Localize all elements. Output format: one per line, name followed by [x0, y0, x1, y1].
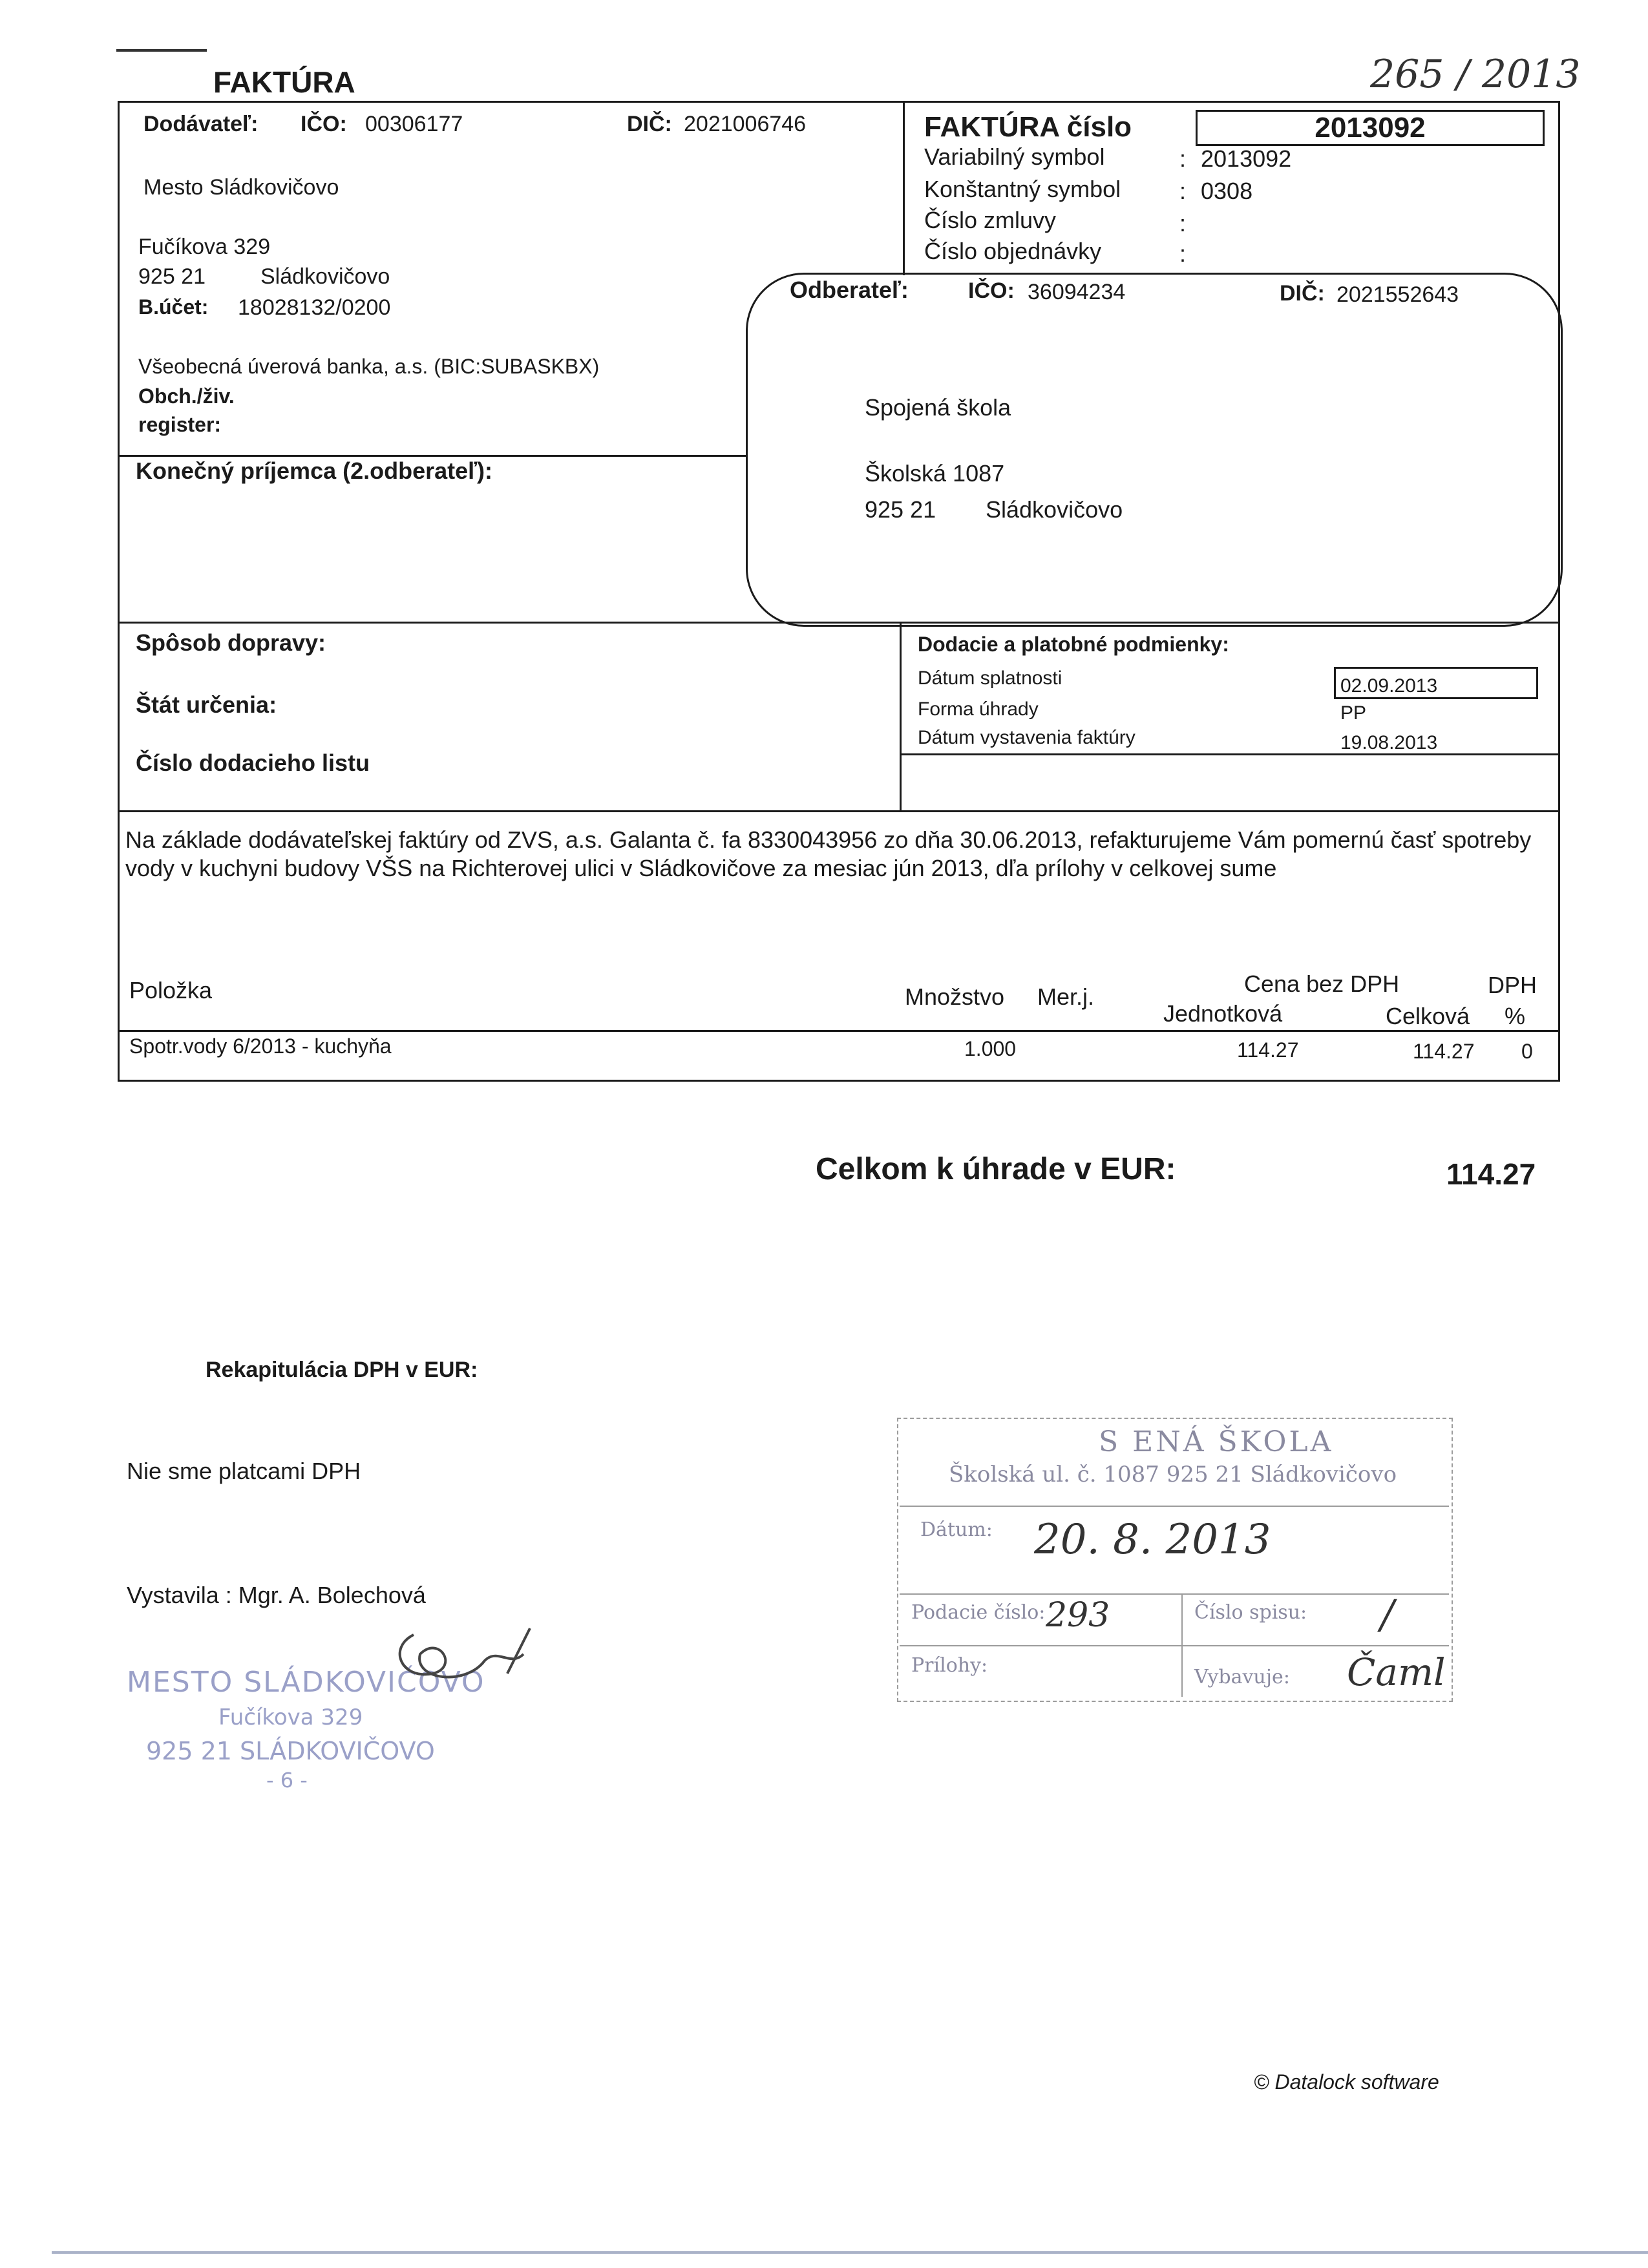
scan-artifact — [116, 49, 207, 52]
contract-number-label: Číslo zmluvy — [924, 207, 1057, 233]
doc-title: FAKTÚRA — [213, 65, 355, 99]
customer-ico-label: IČO: — [968, 278, 1015, 303]
items-header-vat: DPH — [1488, 972, 1537, 998]
handwritten-reference: 265 / 2013 — [1370, 52, 1581, 97]
supplier-account-label: B.účet: — [138, 295, 209, 319]
items-header-price-group: Cena bez DPH — [1244, 971, 1400, 997]
invoice-number-label: FAKTÚRA číslo — [924, 111, 1132, 143]
invoice-description: Na základe dodávateľskej faktúry od ZVS, a.s. Galanta č. fa 8330043956 zo dňa 30.06.2013, refakturujeme Vám pomernú časť spotreby vody v kuchyni budovy VŠS na Richterovej ulici v Sládkovičove za mesiac jún 2013, dľa prílohy v celkovej sume — [125, 826, 1532, 881]
receipt-file-label: Číslo spisu: — [1194, 1601, 1307, 1624]
supplier-name: Mesto Sládkovičovo — [143, 175, 339, 200]
page-bottom-edge — [52, 2251, 1648, 2254]
item-total: 114.27 — [1413, 1040, 1475, 1063]
receipt-stamp-line-2 — [900, 1593, 1449, 1595]
items-header-item: Položka — [129, 977, 213, 1003]
variable-symbol-colon: : — [1179, 145, 1187, 172]
delivery-note-label: Číslo dodacieho listu — [136, 750, 370, 776]
receipt-entry: 293 — [1046, 1596, 1110, 1635]
customer-dic: 2021552643 — [1336, 282, 1459, 307]
supplier-register-label-2: register: — [138, 413, 222, 436]
items-header-unit: Mer.j. — [1037, 983, 1095, 1010]
order-number-colon: : — [1179, 240, 1187, 267]
items-header-unit-price: Jednotková — [1163, 1000, 1283, 1027]
issued-by: Vystavila : Mgr. A. Bolechová — [127, 1582, 426, 1608]
item-unit-price: 114.27 — [1237, 1038, 1299, 1062]
invoice-number: 2013092 — [1315, 112, 1426, 143]
customer-street: Školská 1087 — [865, 460, 1005, 487]
due-date-value: 02.09.2013 — [1340, 675, 1438, 697]
due-date-label: Dátum splatnosti — [918, 667, 1062, 689]
items-header-total: Celková — [1386, 1003, 1470, 1029]
item-qty: 1.000 — [964, 1037, 1017, 1060]
final-recipient-label: Konečný príjemca (2.odberateľ): — [136, 457, 493, 484]
variable-symbol-value: 2013092 — [1201, 145, 1292, 172]
receipt-stamp-line-3 — [900, 1645, 1449, 1646]
supplier-dic: 2021006746 — [684, 112, 807, 136]
items-header-vat-pct: % — [1505, 1003, 1526, 1029]
supplier-stamp-line2: Fučíkova 329 — [218, 1705, 363, 1730]
payment-form-value: PP — [1340, 702, 1367, 724]
constant-symbol-colon: : — [1179, 178, 1187, 204]
supplier-account: 18028132/0200 — [238, 295, 391, 320]
customer-ico: 36094234 — [1028, 280, 1126, 304]
vat-note: Nie sme platcami DPH — [127, 1458, 361, 1484]
variable-symbol-label: Variabilný symbol — [924, 143, 1105, 170]
items-header-qty: Množstvo — [905, 983, 1005, 1010]
supplier-register-label-1: Obch./živ. — [138, 384, 235, 408]
constant-symbol-label: Konštantný symbol — [924, 176, 1121, 202]
frame-top — [118, 101, 1560, 103]
footer-copyright: © Datalock software — [1254, 2070, 1439, 2094]
supplier-ico: 00306177 — [365, 112, 463, 136]
contract-number-colon: : — [1179, 210, 1187, 236]
frame-middle — [903, 101, 905, 275]
receipt-stamp-address: Školská ul. č. 1087 925 21 Sládkovičovo — [949, 1462, 1397, 1487]
receipt-stamp-title: S ENÁ ŠKOLA — [1099, 1425, 1334, 1458]
vat-recap-label: Rekapitulácia DPH v EUR: — [206, 1358, 478, 1382]
receipt-handler-label: Vybavuje: — [1194, 1666, 1290, 1688]
supplier-dic-label: DIČ: — [627, 112, 672, 136]
supplier-stamp-line4: - 6 - — [266, 1768, 308, 1792]
constant-symbol-value: 0308 — [1201, 178, 1253, 204]
transport-method-label: Spôsob dopravy: — [136, 629, 326, 656]
terms-bottom-line — [900, 753, 1559, 755]
receipt-stamp-line-1 — [900, 1506, 1449, 1507]
order-number-label: Číslo objednávky — [924, 238, 1102, 264]
transport-middle-line — [900, 622, 902, 812]
customer-label: Odberateľ: — [790, 277, 909, 303]
supplier-ico-label: IČO: — [301, 112, 347, 136]
payment-form-label: Forma úhrady — [918, 698, 1039, 720]
terms-title: Dodacie a platobné podmienky: — [918, 633, 1229, 656]
receipt-date-label: Dátum: — [920, 1518, 993, 1541]
supplier-divider — [118, 455, 746, 457]
issuer-signature — [362, 1609, 556, 1706]
issue-date-label: Dátum vystavenia faktúry — [918, 727, 1136, 748]
supplier-zip: 925 21 — [138, 264, 206, 289]
supplier-stamp-line3: 925 21 SLÁDKOVIČOVO — [146, 1737, 435, 1765]
receipt-entry-label: Podacie číslo: — [911, 1601, 1046, 1624]
customer-zip: 925 21 — [865, 496, 936, 523]
destination-country-label: Štát určenia: — [136, 691, 277, 718]
receipt-attach-label: Prílohy: — [911, 1654, 988, 1677]
customer-city: Sládkovičovo — [986, 496, 1123, 523]
supplier-stamp-line1: MESTO SLÁDKOVIČOVO — [127, 1666, 485, 1699]
item-vat: 0 — [1521, 1040, 1533, 1063]
total-value: 114.27 — [1446, 1157, 1536, 1191]
transport-top-line — [118, 622, 1560, 624]
supplier-city: Sládkovičovo — [260, 264, 390, 289]
supplier-label: Dodávateľ: — [143, 112, 259, 136]
customer-box — [746, 273, 1563, 627]
receipt-handler: Čaml — [1347, 1650, 1446, 1694]
customer-dic-label: DIČ: — [1280, 281, 1325, 306]
customer-name: Spojená škola — [865, 394, 1011, 421]
supplier-bank: Všeobecná úverová banka, a.s. (BIC:SUBASKBX) — [138, 355, 600, 378]
item-name: Spotr.vody 6/2013 - kuchyňa — [129, 1034, 392, 1058]
total-label: Celkom k úhrade v EUR: — [816, 1152, 1176, 1186]
receipt-date: 20. 8. 2013 — [1034, 1516, 1271, 1564]
receipt-file: / — [1380, 1591, 1394, 1638]
issue-date-value: 19.08.2013 — [1340, 732, 1438, 753]
supplier-street: Fučíkova 329 — [138, 235, 271, 259]
